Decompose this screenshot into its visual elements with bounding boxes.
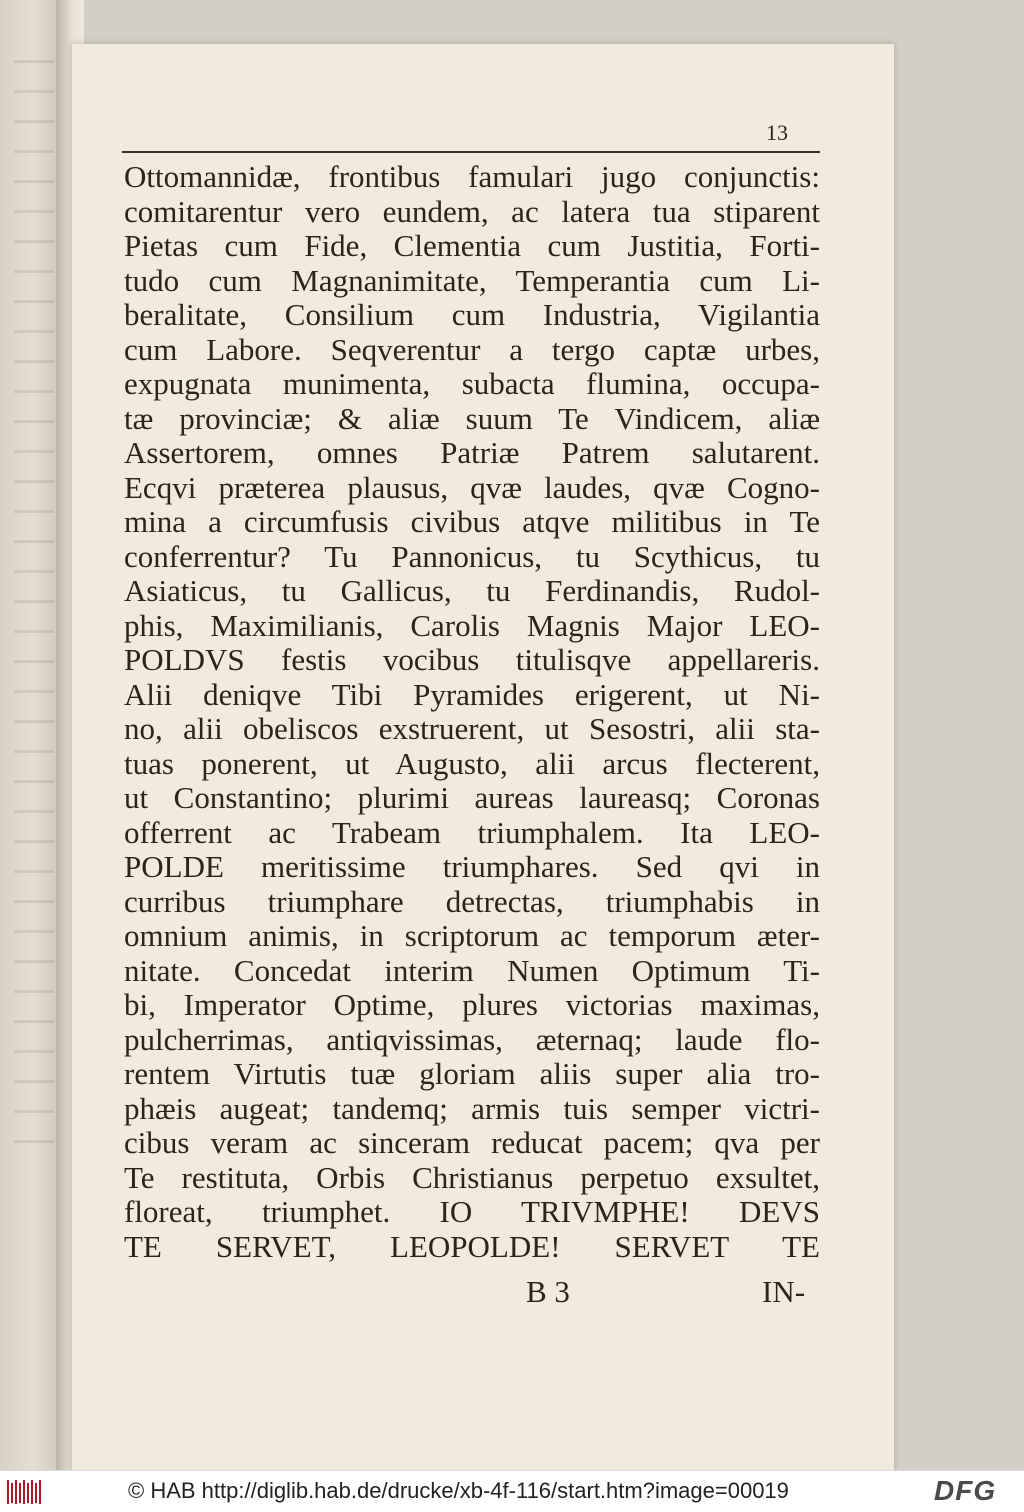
- previous-page-edge: [0, 0, 60, 1470]
- text-line: TE SERVET, LEOPOLDE! SERVET TE: [124, 1228, 820, 1264]
- page-number: 13: [766, 120, 788, 145]
- text-line: Alii deniqve Tibi Pyramides erigerent, ut Ni-: [124, 676, 820, 712]
- text-line: POLDVS festis vocibus titulisqve appellareris.: [124, 642, 820, 677]
- text-line: phis, Maximilianis, Carolis Magnis Major LEO-: [124, 607, 820, 643]
- text-line: phæis augeat; tandemq; armis tuis semper victri-: [124, 1090, 820, 1126]
- text-line: floreat, triumphet. IO TRIVMPHE! DEVS: [124, 1194, 820, 1229]
- text-line: pulcherrimas, antiqvissimas, æternaq; laude flo-: [124, 1021, 820, 1057]
- text-line: rentem Virtutis tuæ gloriam aliis super alia tro-: [124, 1056, 820, 1091]
- text-line: comitarentur vero eundem, ac latera tua stiparent: [124, 193, 820, 229]
- text-line: curribus triumphare detrectas, triumphabis in: [124, 883, 820, 919]
- hab-logo-bar: [19, 1483, 21, 1503]
- text-line: Ottomannidæ, frontibus famulari jugo conjunctis:: [124, 159, 820, 194]
- hab-logo-icon: [6, 1479, 42, 1505]
- previous-page-bleed-text: [14, 60, 54, 1160]
- text-line: ut Constantino; plurimi aureas laureasq; Coronas: [124, 780, 820, 815]
- copyright-link[interactable]: © HAB http://diglib.hab.de/drucke/xb-4f-116/start.htm?image=00019: [128, 1478, 789, 1503]
- text-line: cibus veram ac sinceram reducat pacem; qva per: [124, 1125, 820, 1160]
- text-line: beralitate, Consilium cum Industria, Vigilantia: [124, 297, 820, 332]
- dfg-logo: DFG: [934, 1475, 997, 1506]
- hab-logo-bar: [23, 1480, 25, 1504]
- text-line: Pietas cum Fide, Clementia cum Justitia, Forti-: [124, 228, 820, 263]
- text-line: Te restituta, Orbis Christianus perpetuo exsultet,: [124, 1159, 820, 1195]
- header-rule: [122, 151, 820, 153]
- text-line: tudo cum Magnanimitate, Temperantia cum Li-: [124, 262, 820, 298]
- text-line: conferrentur? Tu Pannonicus, tu Scythicus, tu: [124, 538, 820, 574]
- text-line: no, alii obeliscos exstruerent, ut Sesostri, alii sta-: [124, 711, 820, 746]
- text-line: expugnata munimenta, subacta flumina, occupa-: [124, 366, 820, 401]
- text-line: Assertorem, omnes Patriæ Patrem salutarent.: [124, 435, 820, 470]
- signature-mark: B 3: [526, 1274, 570, 1309]
- page-footer-line: [124, 1274, 820, 1310]
- body-text: [124, 160, 820, 1264]
- hab-logo-bar: [39, 1480, 41, 1504]
- catchword: IN-: [762, 1274, 806, 1309]
- text-line: Ecqvi præterea plausus, qvæ laudes, qvæ Cogno-: [124, 469, 820, 505]
- text-line: offerrent ac Trabeam triumphalem. Ita LEO-: [124, 814, 820, 850]
- text-line: mina a circumfusis civibus atqve militibus in Te: [124, 504, 820, 539]
- text-line: tuas ponerent, ut Augusto, alii arcus flecterent,: [124, 745, 820, 781]
- text-line: POLDE meritissime triumphares. Sed qvi in: [124, 849, 820, 884]
- text-line: bi, Imperator Optime, plures victorias maximas,: [124, 987, 820, 1022]
- hab-logo-bar: [35, 1483, 37, 1503]
- text-line: omnium animis, in scriptorum ac temporum æter-: [124, 918, 820, 953]
- hab-logo-bar: [15, 1480, 17, 1504]
- hab-logo-bar: [11, 1483, 13, 1503]
- hab-logo-bar: [7, 1480, 9, 1504]
- text-line: tæ provinciæ; & aliæ suum Te Vindicem, aliæ: [124, 400, 820, 436]
- text-line: cum Labore. Seqverentur a tergo captæ urbes,: [124, 331, 820, 367]
- footer-bar: [0, 1470, 1024, 1512]
- hab-logo-bar: [31, 1480, 33, 1504]
- text-line: Asiaticus, tu Gallicus, tu Ferdinandis, Rudol-: [124, 573, 820, 608]
- hab-logo-bar: [27, 1483, 29, 1503]
- text-line: nitate. Concedat interim Numen Optimum Ti-: [124, 952, 820, 988]
